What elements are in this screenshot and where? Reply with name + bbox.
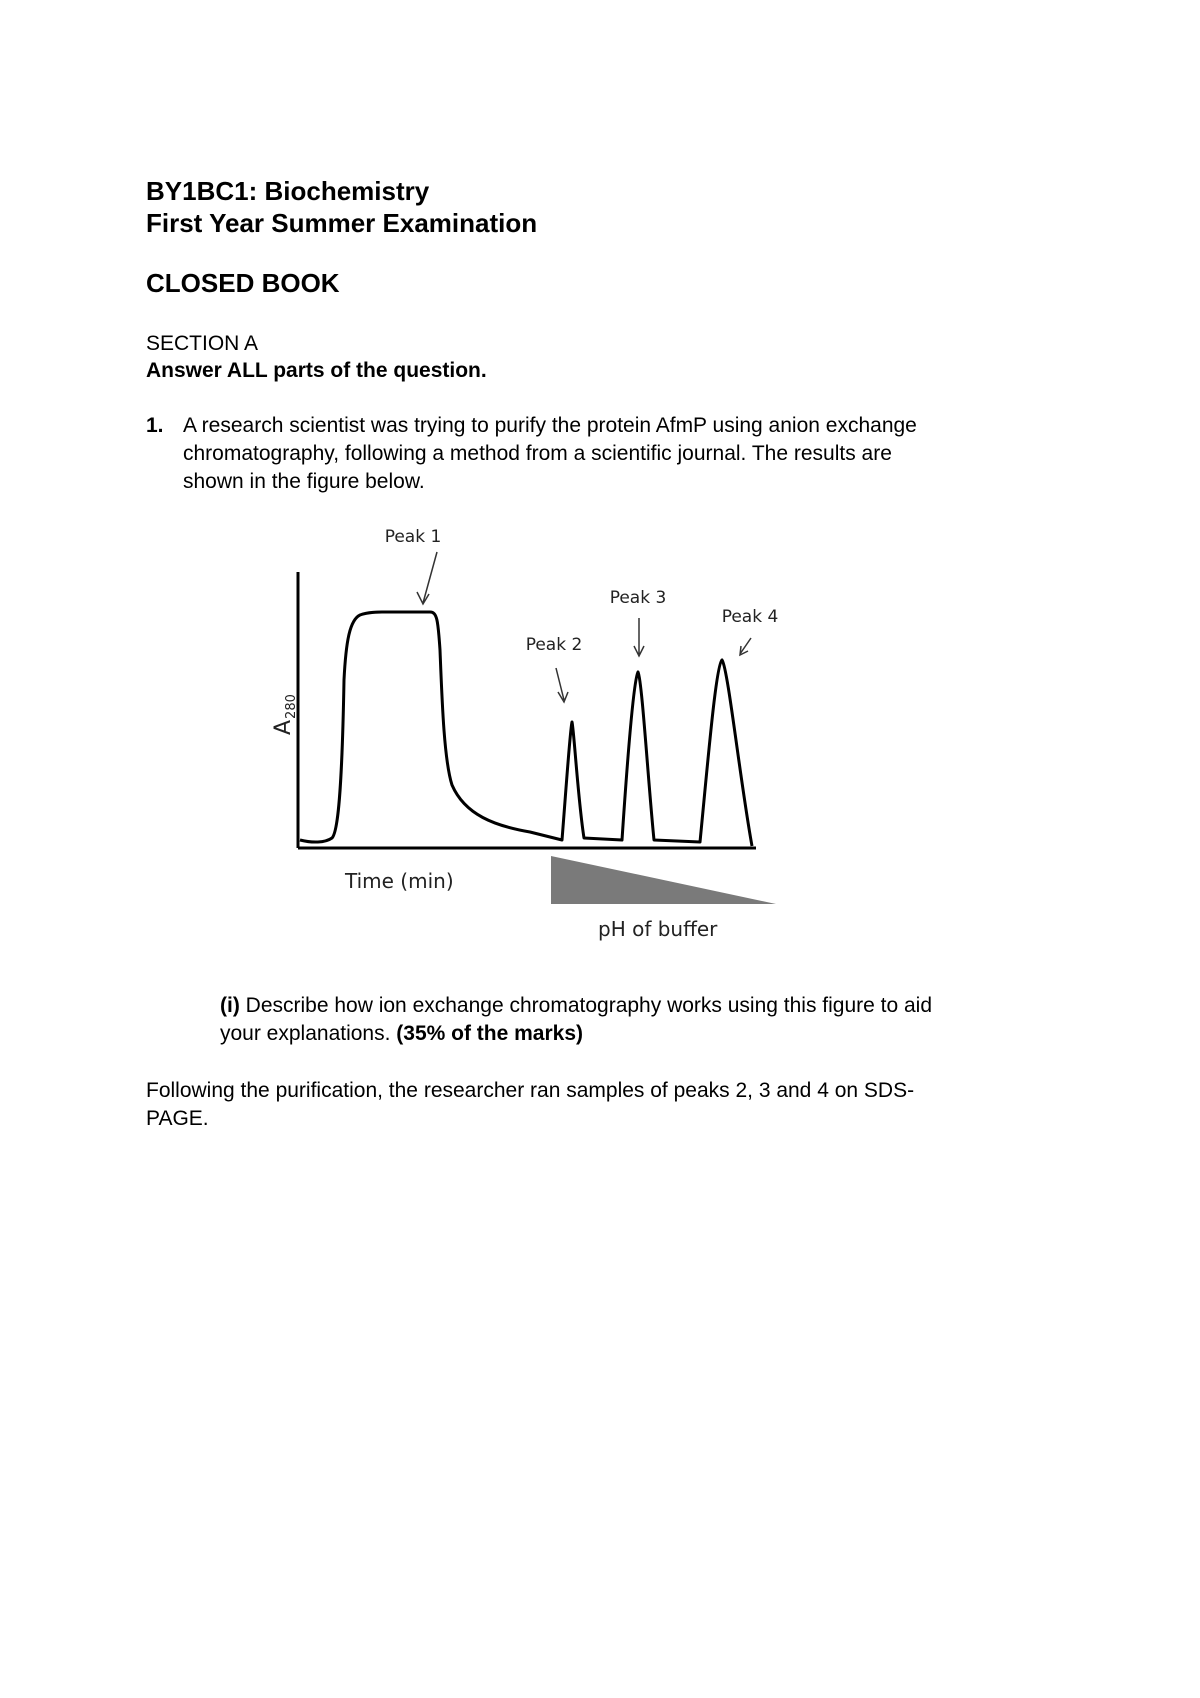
question-line-2: chromatography, following a method from a scientific journal. The results are (183, 442, 892, 465)
course-title: BY1BC1: Biochemistry (146, 176, 430, 206)
ph-gradient-wedge (551, 856, 776, 904)
peak-3-arrow (634, 618, 644, 656)
part-i-line-2 (220, 1020, 583, 1048)
y-axis-label-main: A (271, 719, 296, 735)
svg-text:A280 (271, 694, 299, 735)
part-i-marks: (35% of the marks) (396, 1022, 584, 1045)
y-axis-label (271, 694, 299, 735)
peak-2-label: Peak 2 (525, 635, 583, 655)
exam-title: First Year Summer Examination (146, 208, 538, 238)
section-instruction: Answer ALL parts of the question. (146, 359, 487, 382)
peak-1-arrow (417, 552, 437, 604)
question-line-3: shown in the figure below. (183, 470, 425, 493)
peak-2-arrow (556, 668, 568, 702)
following-line-1: Following the purification, the researcher ran samples of peaks 2, 3 and 4 on SDS- (146, 1079, 915, 1102)
section-title: SECTION A (146, 332, 259, 355)
y-axis-label-subscript: 280 (284, 694, 299, 719)
question-number: 1. (146, 414, 164, 437)
peak-1-label: Peak 1 (384, 527, 442, 547)
peak-4-label: Peak 4 (721, 607, 779, 627)
part-i-label: (i) (220, 994, 240, 1017)
peak-3-label: Peak 3 (609, 588, 667, 608)
x-axis-label: Time (min) (345, 869, 454, 893)
question-line-1: A research scientist was trying to purify the protein AfmP using anion exchange (183, 414, 917, 437)
part-i-text-1: Describe how ion exchange chromatography works using this figure to aid (239, 994, 933, 1017)
part-i-line-1 (220, 992, 932, 1020)
peak-4-arrow (740, 638, 751, 655)
closed-book-label: CLOSED BOOK (146, 268, 340, 298)
gradient-label: pH of buffer (598, 917, 718, 941)
part-i-text-2: your explanations. (220, 1022, 397, 1045)
following-line-2: PAGE. (146, 1107, 209, 1130)
